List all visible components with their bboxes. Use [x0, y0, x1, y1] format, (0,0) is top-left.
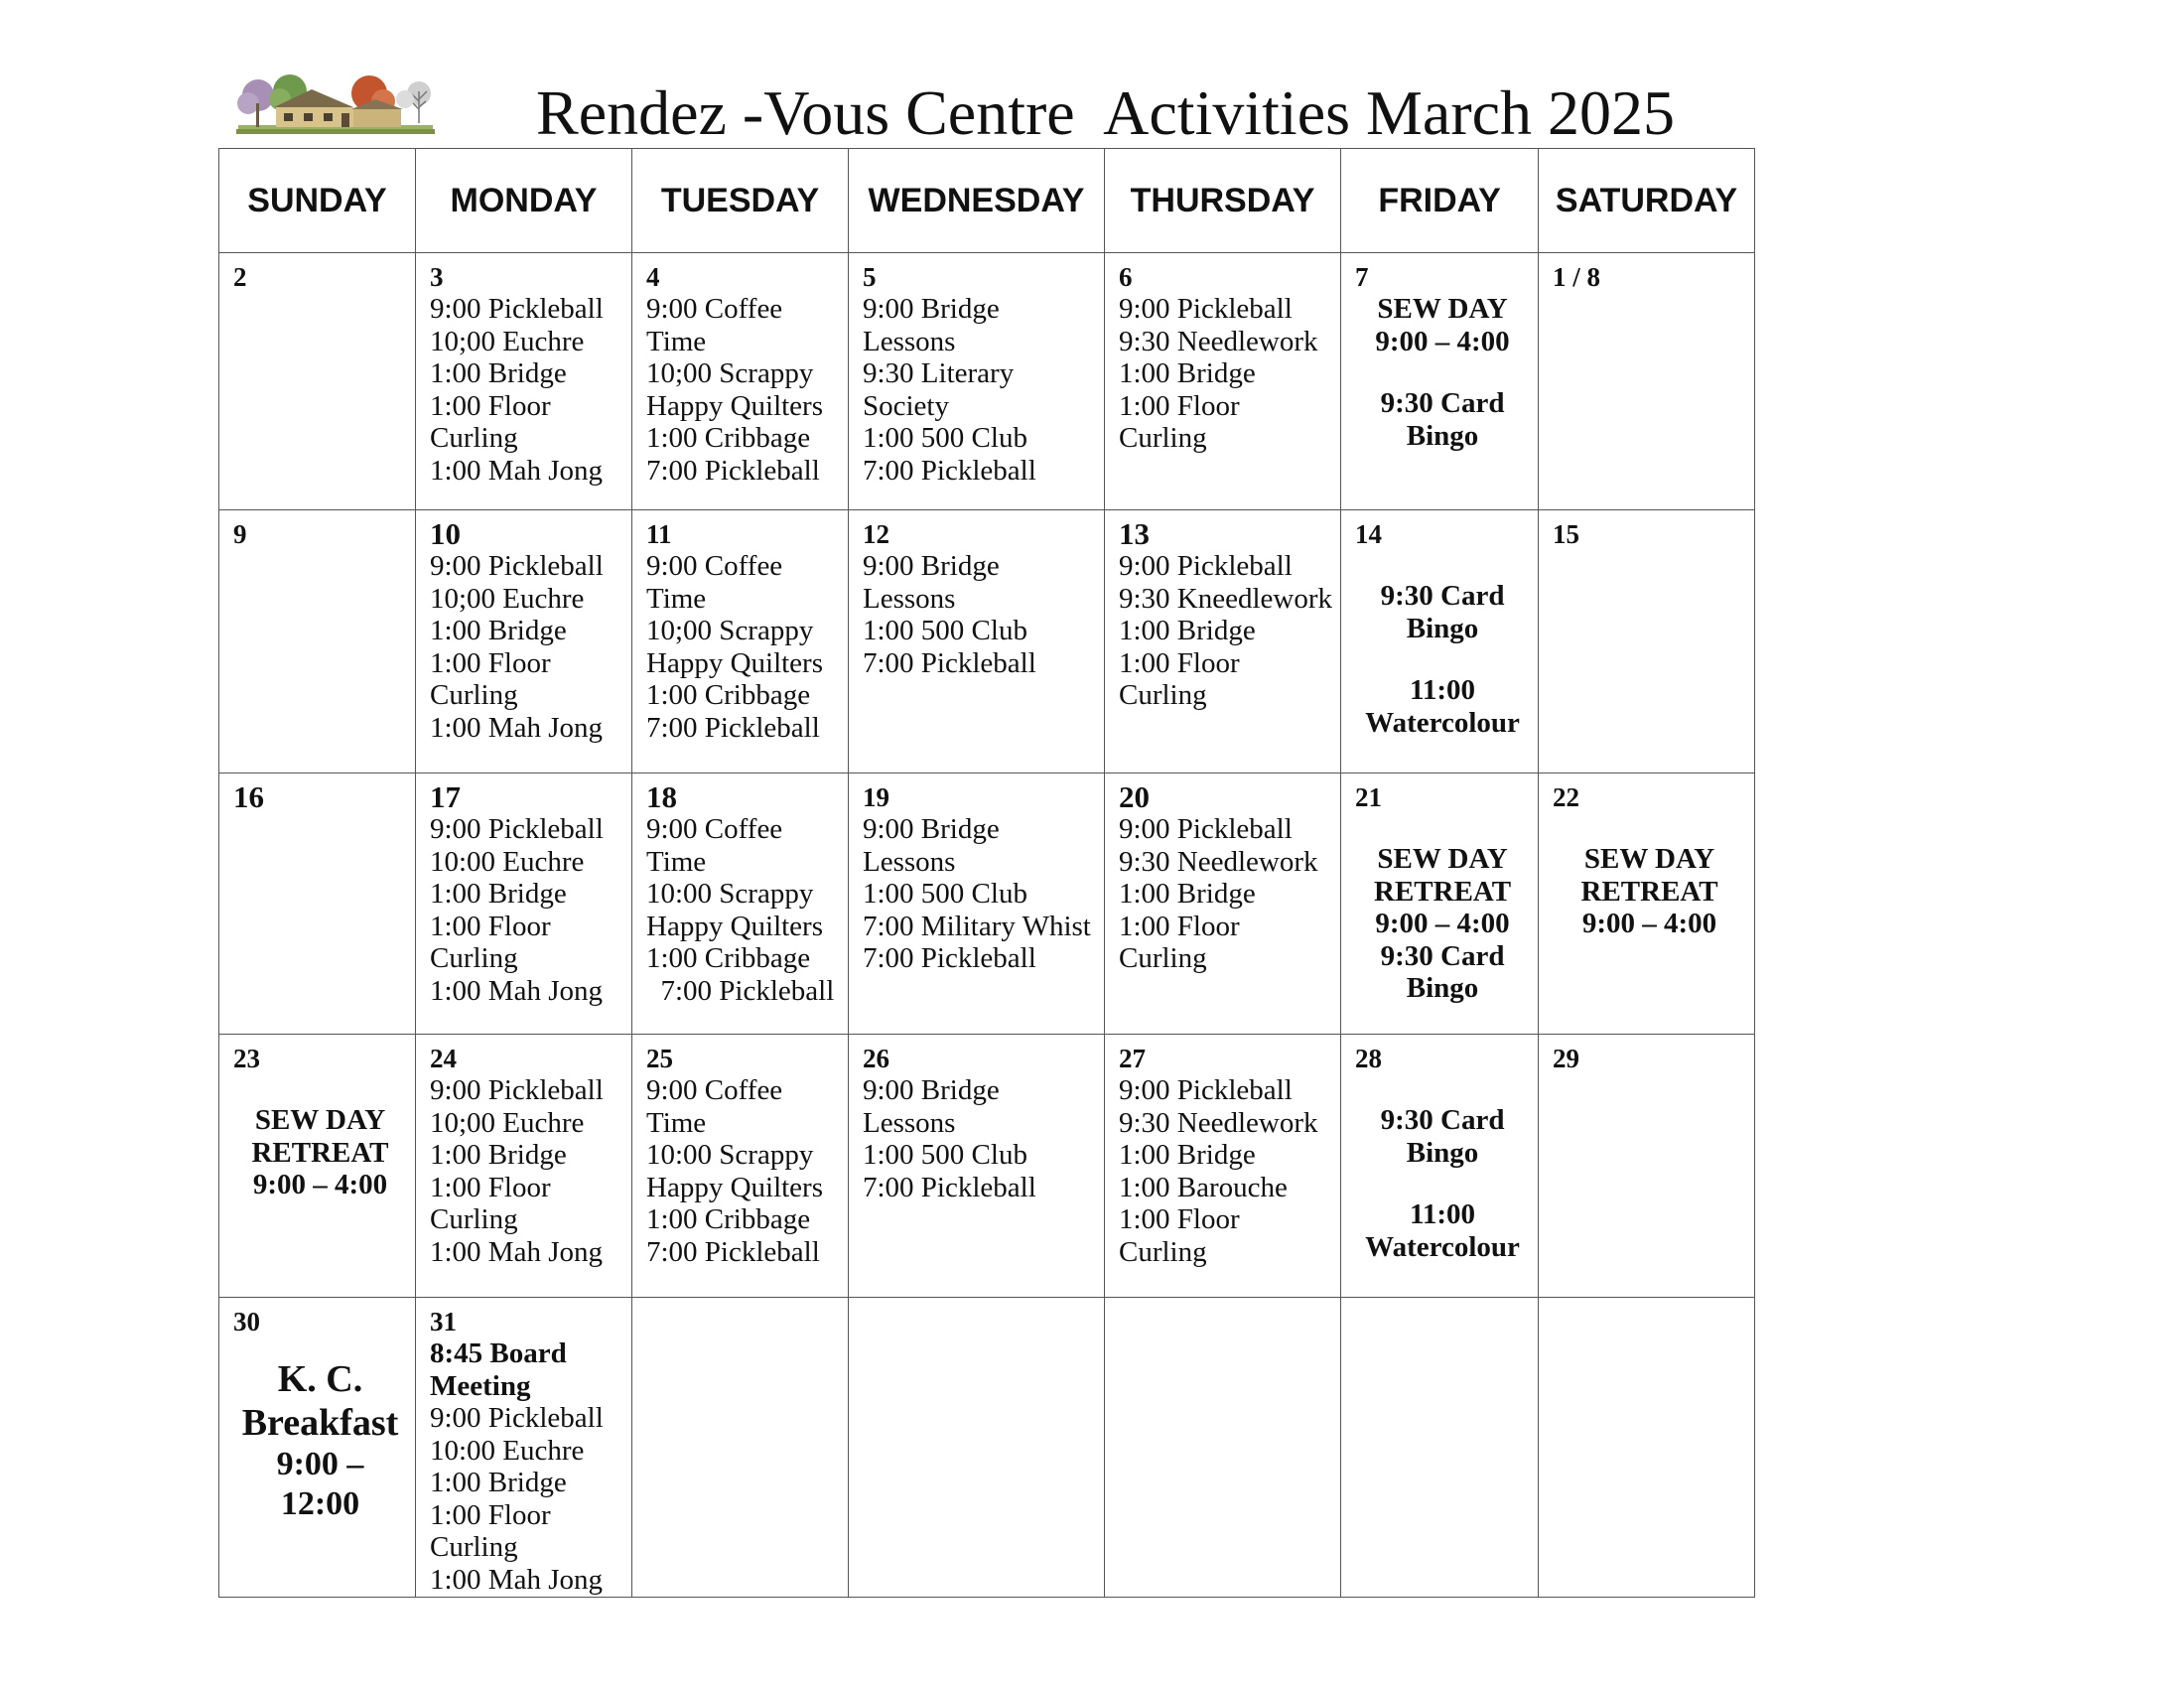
day-cell — [219, 510, 416, 774]
day-cell — [1105, 253, 1341, 510]
activity-line: 1:00 Floor — [1119, 646, 1240, 679]
activity-line: 7:00 Military Whist — [863, 910, 1091, 942]
activity-line: Curling — [430, 1531, 518, 1563]
day-number: 15 — [1553, 519, 1580, 549]
activity-line: Time — [646, 845, 707, 878]
day-cell — [1105, 1035, 1341, 1298]
activity-line: 1:00 Floor — [430, 389, 551, 422]
activity-line: 1:00 Floor — [1119, 910, 1240, 942]
event-line: Bingo — [1406, 612, 1479, 644]
event-line: RETREAT — [251, 1136, 389, 1169]
activity-line: 1:00 Bridge — [1119, 357, 1256, 389]
day-number: 12 — [863, 519, 889, 549]
day-cell — [416, 510, 632, 774]
weekday-header-tuesday: TUESDAY — [632, 149, 849, 253]
activity-line: 1:00 Floor — [430, 646, 551, 679]
activity-line: 1:00 Floor — [430, 1171, 551, 1203]
weekday-header-friday: FRIDAY — [1341, 149, 1539, 253]
spacer — [1355, 813, 1530, 843]
day-number: 28 — [1355, 1044, 1383, 1073]
activity-line: 1:00 Barouche — [1119, 1171, 1288, 1203]
day-cell — [219, 1035, 416, 1298]
activity-line: 9:00 Coffee — [646, 813, 783, 845]
activity-line: 1:00 Bridge — [430, 878, 567, 910]
day-number: 29 — [1553, 1044, 1580, 1073]
activity-line: 9:30 Kneedlework — [1119, 582, 1333, 615]
event-line: Watercolour — [1365, 1230, 1520, 1263]
spacer — [1553, 813, 1746, 843]
activity-line: 7:00 Pickleball — [646, 974, 835, 1007]
weekday-header-thursday: THURSDAY — [1105, 149, 1341, 253]
day-cell — [632, 1035, 849, 1298]
day-number: 19 — [863, 782, 889, 812]
activity-line: 9:00 Pickleball — [430, 293, 604, 325]
activity-line: 1:00 Bridge — [430, 1467, 567, 1498]
day-cell — [416, 253, 632, 510]
page-title: Rendez -Vous Centre Activities March 2025 — [536, 77, 1676, 148]
activity-line: Happy Quilters — [646, 389, 823, 422]
day-number: 31 — [430, 1307, 457, 1336]
day-cell — [416, 1298, 632, 1598]
day-number: 26 — [863, 1044, 889, 1073]
activity-line: 7:00 Pickleball — [863, 942, 1036, 974]
spacer — [1355, 644, 1530, 674]
activity-line: Curling — [1119, 1235, 1207, 1268]
day-cell — [632, 510, 849, 774]
activity-line: 1:00 Floor — [1119, 1203, 1240, 1235]
day-number: 6 — [1119, 262, 1133, 292]
spacer — [1355, 1074, 1530, 1104]
activity-line: 1:00 Bridge — [1119, 615, 1256, 646]
day-cell — [849, 774, 1105, 1035]
activity-line: 1:00 Mah Jong — [430, 1563, 603, 1596]
activity-line: Meeting — [430, 1369, 531, 1402]
weekday-header-saturday: SATURDAY — [1539, 149, 1755, 253]
activity-line: 1:00 500 Club — [863, 1139, 1027, 1171]
activity-line: Curling — [1119, 679, 1207, 711]
day-number: 9 — [233, 519, 247, 549]
activity-line: Happy Quilters — [646, 910, 823, 942]
activity-line: 9:00 Pickleball — [1119, 550, 1293, 582]
activity-line: 1:00 Floor — [430, 1498, 551, 1531]
activity-line: Curling — [430, 679, 518, 711]
day-cell — [632, 253, 849, 510]
event-line: Bingo — [1406, 972, 1479, 1004]
activity-line: 9:00 Pickleball — [1119, 813, 1293, 845]
event-line: RETREAT — [1580, 875, 1718, 908]
day-number: 2 — [233, 262, 247, 292]
activity-line: 1:00 500 Club — [863, 615, 1027, 646]
day-number: 17 — [430, 779, 461, 814]
day-number: 13 — [1119, 516, 1150, 551]
day-number: 16 — [233, 779, 264, 814]
activity-line: Time — [646, 325, 707, 357]
activity-line: 9:00 Bridge — [863, 293, 1000, 325]
activity-line: 10:00 Scrappy — [646, 1139, 814, 1171]
weekday-header-sunday: SUNDAY — [219, 149, 416, 253]
activity-line: 9:00 Pickleball — [1119, 1074, 1293, 1106]
day-cell — [1539, 510, 1755, 774]
event-line: 9:00 – 4:00 — [1375, 908, 1510, 939]
day-number: 23 — [233, 1044, 260, 1073]
activity-line: 10;00 Euchre — [430, 582, 585, 615]
activity-line: 1:00 Bridge — [430, 1139, 567, 1171]
week-row — [219, 774, 1755, 1035]
activity-line: 7:00 Pickleball — [646, 1235, 820, 1268]
day-cell — [416, 1035, 632, 1298]
day-cell — [849, 253, 1105, 510]
kc-breakfast-event — [233, 1357, 407, 1524]
event-line: 9:00 – 4:00 — [1581, 908, 1717, 939]
activity-line: 1:00 Bridge — [1119, 878, 1256, 910]
day-number: 22 — [1553, 782, 1580, 812]
activity-line: 1:00 Cribbage — [646, 422, 811, 454]
day-cell — [219, 1298, 416, 1598]
activity-line: 1:00 Mah Jong — [430, 974, 603, 1007]
day-cell-empty — [1105, 1298, 1341, 1598]
activity-line: Time — [646, 582, 707, 615]
activity-line: 9:00 Coffee — [646, 1074, 783, 1106]
day-cell — [1341, 253, 1539, 510]
spacer — [233, 1074, 407, 1104]
activity-line: Happy Quilters — [646, 1171, 823, 1203]
weekday-header-wednesday: WEDNESDAY — [849, 149, 1105, 253]
day-cell — [1539, 253, 1755, 510]
activity-line: Society — [863, 389, 949, 422]
activity-line: Curling — [430, 942, 518, 974]
spacer — [1355, 1169, 1530, 1198]
day-cell — [1341, 774, 1539, 1035]
event-line: 9:30 Card — [1380, 580, 1505, 612]
day-number: 25 — [646, 1044, 673, 1073]
activity-line: 9:00 Pickleball — [430, 1402, 604, 1434]
day-cell — [1341, 510, 1539, 774]
activity-line: Curling — [430, 1203, 518, 1235]
day-number: 3 — [430, 262, 444, 292]
event-line: 9:00 – — [276, 1446, 364, 1482]
day-number: 21 — [1355, 782, 1383, 812]
day-number: 5 — [863, 262, 877, 292]
activity-line: 7:00 Pickleball — [646, 454, 820, 487]
activity-line: Lessons — [863, 582, 956, 615]
activity-line: 9:00 Bridge — [863, 550, 1000, 582]
activity-line: 10;00 Euchre — [430, 1106, 585, 1139]
day-number: 1 / 8 — [1553, 262, 1601, 292]
spacer — [1355, 550, 1530, 580]
activity-line: 8:45 Board — [430, 1337, 567, 1369]
week-row — [219, 253, 1755, 510]
event-line: Bingo — [1406, 1136, 1479, 1169]
activity-line: 9:00 Pickleball — [430, 550, 604, 582]
event-line: 9:00 – 4:00 — [252, 1169, 388, 1200]
event-line: SEW DAY — [1583, 843, 1715, 875]
day-number: 30 — [233, 1307, 260, 1336]
day-number: 18 — [646, 779, 677, 814]
activity-line: Curling — [1119, 422, 1207, 454]
activity-line: 10;00 Scrappy — [646, 357, 814, 389]
activity-line: 1:00 Cribbage — [646, 679, 811, 711]
activity-line: 1:00 Mah Jong — [430, 454, 603, 487]
day-number: 14 — [1355, 519, 1383, 549]
activity-line: 1:00 Bridge — [430, 357, 567, 389]
event-line: SEW DAY — [1377, 843, 1508, 875]
day-number: 10 — [430, 516, 461, 551]
day-cell-empty — [1341, 1298, 1539, 1598]
activity-line: 9:30 Needlework — [1119, 1106, 1318, 1139]
activity-line: 9:00 Bridge — [863, 1074, 1000, 1106]
spacer — [1355, 357, 1530, 387]
event-line: 11:00 — [1410, 1198, 1476, 1230]
event-line: Bingo — [1406, 419, 1479, 452]
activity-line: 1:00 Bridge — [1119, 1139, 1256, 1171]
day-cell — [632, 774, 849, 1035]
calendar-table — [218, 148, 1755, 1598]
activity-line: 7:00 Pickleball — [863, 1171, 1036, 1203]
day-cell-empty — [1539, 1298, 1755, 1598]
event-line: RETREAT — [1374, 875, 1512, 908]
activity-line: 1:00 500 Club — [863, 878, 1027, 910]
event-line: Watercolour — [1365, 706, 1520, 739]
activity-line: 7:00 Pickleball — [863, 646, 1036, 679]
activity-line: Time — [646, 1106, 707, 1139]
activity-line: 7:00 Pickleball — [646, 711, 820, 744]
activity-line: 9:00 Bridge — [863, 813, 1000, 845]
day-cell — [1539, 774, 1755, 1035]
day-number: 20 — [1119, 779, 1150, 814]
weekday-header-row — [219, 149, 1755, 253]
event-line: 12:00 — [280, 1485, 360, 1522]
event-line: 9:30 Card — [1380, 939, 1505, 972]
day-cell — [1539, 1035, 1755, 1298]
activity-line: 1:00 Mah Jong — [430, 1235, 603, 1268]
activity-line: 9:30 Literary — [863, 357, 1015, 389]
activity-line: Lessons — [863, 1106, 956, 1139]
activity-line: 9:00 Pickleball — [430, 813, 604, 845]
event-line: 9:30 Card — [1380, 1104, 1505, 1136]
activity-line: 10:00 Euchre — [430, 1434, 585, 1467]
activity-line: 10;00 Euchre — [430, 325, 585, 357]
activity-line: Curling — [430, 422, 518, 454]
day-cell — [1105, 774, 1341, 1035]
event-line: 11:00 — [1410, 674, 1476, 706]
event-line: 9:30 Card — [1380, 387, 1505, 419]
day-number: 27 — [1119, 1044, 1146, 1073]
activity-line: Lessons — [863, 845, 956, 878]
activity-line: 9:30 Needlework — [1119, 325, 1318, 357]
day-number: 24 — [430, 1044, 457, 1073]
day-cell-empty — [849, 1298, 1105, 1598]
event-line: K. C. — [277, 1358, 363, 1400]
day-cell — [1105, 510, 1341, 774]
activity-line: Curling — [1119, 942, 1207, 974]
day-number: 11 — [646, 519, 672, 549]
activity-line: 1:00 Floor — [1119, 389, 1240, 422]
day-cell — [849, 1035, 1105, 1298]
activity-line: 10:00 Euchre — [430, 845, 585, 878]
activity-line: 1:00 Cribbage — [646, 1203, 811, 1235]
activity-line: 1:00 Floor — [430, 910, 551, 942]
event-line: SEW DAY — [254, 1104, 386, 1136]
day-cell-empty — [632, 1298, 849, 1598]
house-with-trees-icon — [234, 73, 439, 135]
event-line: 9:00 – 4:00 — [1375, 325, 1510, 357]
week-row — [219, 1298, 1755, 1598]
activity-line: 9:00 Pickleball — [1119, 293, 1293, 325]
day-cell — [1341, 1035, 1539, 1298]
activity-line: 7:00 Pickleball — [863, 454, 1036, 487]
activity-line: 9:00 Coffee — [646, 293, 783, 325]
activity-line: 10;00 Scrappy — [646, 615, 814, 646]
day-cell — [219, 253, 416, 510]
activity-line: Happy Quilters — [646, 646, 823, 679]
activity-line: 9:00 Pickleball — [430, 1074, 604, 1106]
activity-line: 1:00 Mah Jong — [430, 711, 603, 744]
week-row — [219, 510, 1755, 774]
event-line: SEW DAY — [1377, 293, 1508, 325]
activity-line: 1:00 Cribbage — [646, 942, 811, 974]
day-number: 4 — [646, 262, 660, 292]
activity-line: 1:00 500 Club — [863, 422, 1027, 454]
week-row — [219, 1035, 1755, 1298]
event-line: Breakfast — [241, 1402, 399, 1444]
activity-line: 9:00 Coffee — [646, 550, 783, 582]
activity-line: Lessons — [863, 325, 956, 357]
activity-line: 1:00 Bridge — [430, 615, 567, 646]
day-number: 7 — [1355, 262, 1369, 292]
day-cell — [849, 510, 1105, 774]
day-cell — [219, 774, 416, 1035]
day-cell — [416, 774, 632, 1035]
activity-line: 10:00 Scrappy — [646, 878, 814, 910]
activity-line: 9:30 Needlework — [1119, 845, 1318, 878]
weekday-header-monday: MONDAY — [416, 149, 632, 253]
